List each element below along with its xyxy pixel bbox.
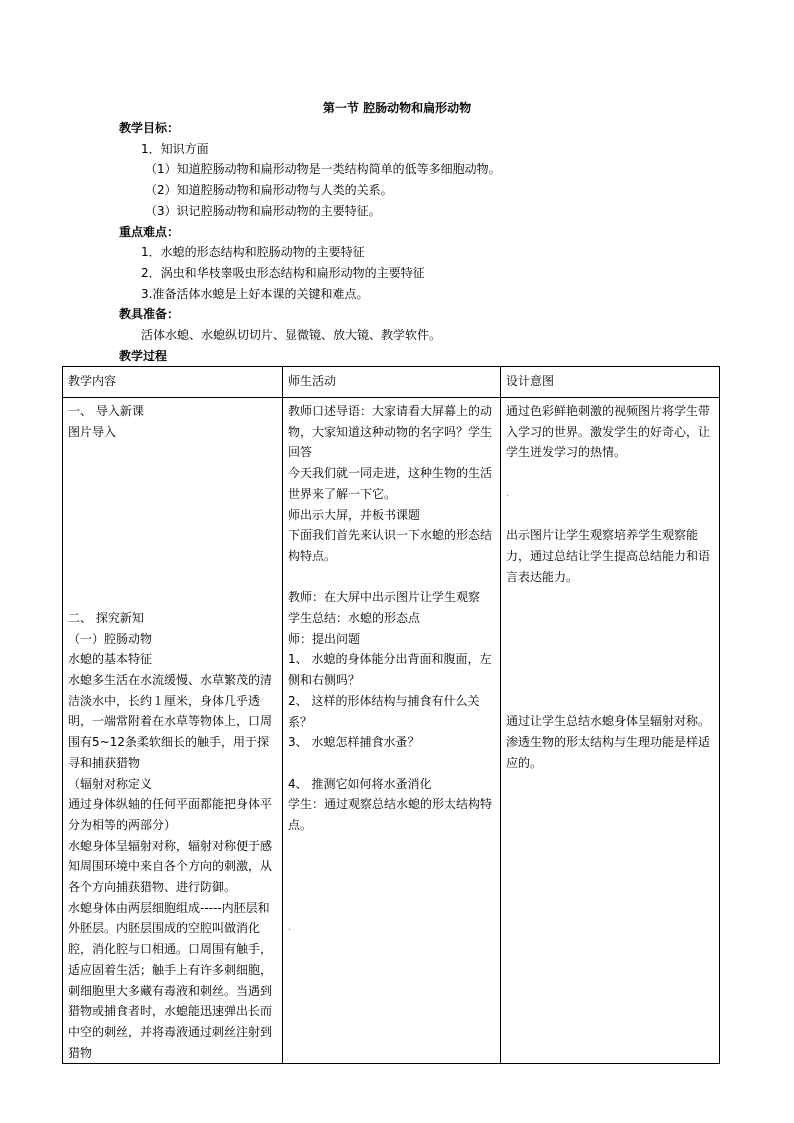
objective-item: （2）知道腔肠动物和扁形动物与人类的关系。	[145, 183, 393, 198]
spacer	[506, 670, 714, 691]
process-table	[62, 366, 720, 1064]
page-title: 第一节 腔肠动物和扁形动物	[322, 101, 472, 115]
key-point-item: 2．涡虫和华枝睾吸虫形态结构和扁形动物的主要特征	[141, 265, 425, 280]
content-paragraph: 水螅身体由两层细胞组成-----内胚层和外胚层。内胚层围成的空腔叫做消化腔，消化腔与口相通。口周围有触手，适应固着生活；触手上有许多刺细胞，刺细胞里大多藏有毒液和刺丝。当遇到猎物或捕食者时，水螅能迅速弹出长而中空的刺丝，并将毒液通过刺丝注射到猎物	[68, 900, 273, 1060]
content-paragraph: （辐射对称定义	[68, 776, 153, 791]
spacer	[68, 587, 277, 608]
objective-item: （1）知道腔肠动物和扁形动物是一类结构简单的低等多细胞动物。	[145, 162, 501, 177]
activity-cell	[283, 398, 501, 1064]
intent-paragraph: 出示图片让学生观察培养学生观察能力，通过总结让学生提高总结能力和语言表达能力。	[506, 528, 711, 584]
stray-dot: .	[288, 922, 292, 934]
question-item: 1、 水螅的身体能分出背面和腹面，左侧和右侧吗？	[288, 652, 492, 688]
content-paragraph: 一、 导入新课	[68, 404, 144, 418]
materials-text: 活体水螅、水螅纵切切片、显微镜、放大镜、教学软件。	[141, 328, 442, 343]
table-row	[63, 398, 720, 1064]
activity-paragraph: 学生总结：水螅的形态点	[288, 611, 421, 626]
column-header-content: 教学内容	[63, 367, 283, 398]
activity-paragraph: 师：提出问题	[288, 631, 361, 646]
key-points-heading: 重点难点：	[119, 224, 180, 239]
spacer	[506, 504, 714, 525]
objective-item: （3）识记腔肠动物和扁形动物的主要特征。	[145, 203, 381, 218]
spacer	[68, 525, 277, 546]
content-paragraph: 水螅的基本特征	[68, 652, 153, 667]
spacer	[506, 691, 714, 712]
spacer	[288, 898, 495, 919]
spacer	[68, 504, 277, 525]
key-point-item: 3.准备活体水螅是上好本课的关键和难点。	[141, 286, 369, 301]
process-heading: 教学过程	[119, 348, 168, 363]
content-paragraph: 图片导入	[68, 424, 117, 439]
question-item: 3、 水螅怎样捕食水蚤？	[288, 735, 420, 750]
spacer	[506, 649, 714, 670]
intent-cell	[501, 398, 720, 1064]
table-header-row	[63, 367, 720, 398]
spacer	[288, 753, 495, 774]
spacer	[506, 587, 714, 608]
activity-paragraph: 今天我们就一同走进，这种生物的生活世界来了解一下它。	[288, 466, 493, 501]
content-paragraph: 通过身体纵轴的任何平面都能把身体平分为相等的两部分）	[68, 797, 273, 832]
question-item: 4、 推测它如何将水蚤消化	[288, 776, 432, 791]
spacer	[68, 546, 277, 567]
activity-paragraph: 师出示大屏，并板书课题	[288, 507, 421, 522]
spacer	[68, 484, 277, 505]
content-paragraph: 水螅多生活在水流缓慢、水草繁茂的清洁淡水中，长约１厘米，身体几乎透明，一端常附着在水草等物体上，口周围有5~12条柔软细长的触手，用于探寻和捕获猎物	[68, 673, 273, 770]
content-paragraph: 水螅身体呈辐射对称，辐射对称便于感知周围环境中来自各个方向的刺激，从各个方向捕获猎物、进行防御。	[68, 838, 273, 895]
column-header-intent: 设计意图	[501, 367, 720, 398]
column-header-activity: 师生活动	[283, 367, 501, 398]
spacer	[68, 463, 277, 484]
spacer	[506, 608, 714, 629]
spacer	[288, 856, 495, 877]
activity-paragraph: 教师：在大屏中出示图片让学生观察	[288, 590, 481, 605]
spacer	[288, 877, 495, 898]
objective-item: 1．知识方面	[141, 141, 209, 156]
content-paragraph: （一）腔肠动物	[68, 631, 153, 646]
objectives-heading: 教学目标：	[119, 121, 180, 135]
content-paragraph: 二、 探究新知	[68, 610, 144, 625]
activity-paragraph: 教师口述导语：大家请看大屏幕上的动物，大家知道这种动物的名字吗？学生回答	[288, 404, 493, 460]
lesson-header	[119, 118, 501, 366]
content-cell	[63, 398, 283, 1064]
spacer	[288, 567, 495, 588]
activity-paragraph: 下面我们首先来认识一下水螅的形态结构特点。	[288, 528, 493, 563]
key-point-item: 1．水螅的形态结构和腔肠动物的主要特征	[141, 245, 365, 260]
intent-paragraph: 通过让学生总结水螅身体呈辐射对称。渗透生物的形太结构与生理功能是样适应的。	[506, 714, 711, 770]
spacer	[68, 567, 277, 588]
activity-paragraph: 学生：通过观察总结水螅的形太结构特点。	[288, 797, 493, 833]
spacer	[506, 629, 714, 650]
spacer	[68, 442, 277, 463]
materials-heading: 教具准备：	[119, 307, 180, 322]
intent-paragraph: 通过色彩鲜艳刺激的视频图片将学生带入学习的世界。激发学生的好奇心，让学生迸发学习的热情。	[506, 404, 711, 460]
spacer	[288, 836, 495, 857]
stray-dot: .	[506, 487, 510, 499]
question-item: 2、 这样的形体结构与捕食有什么关系？	[288, 693, 480, 729]
spacer	[506, 463, 714, 484]
